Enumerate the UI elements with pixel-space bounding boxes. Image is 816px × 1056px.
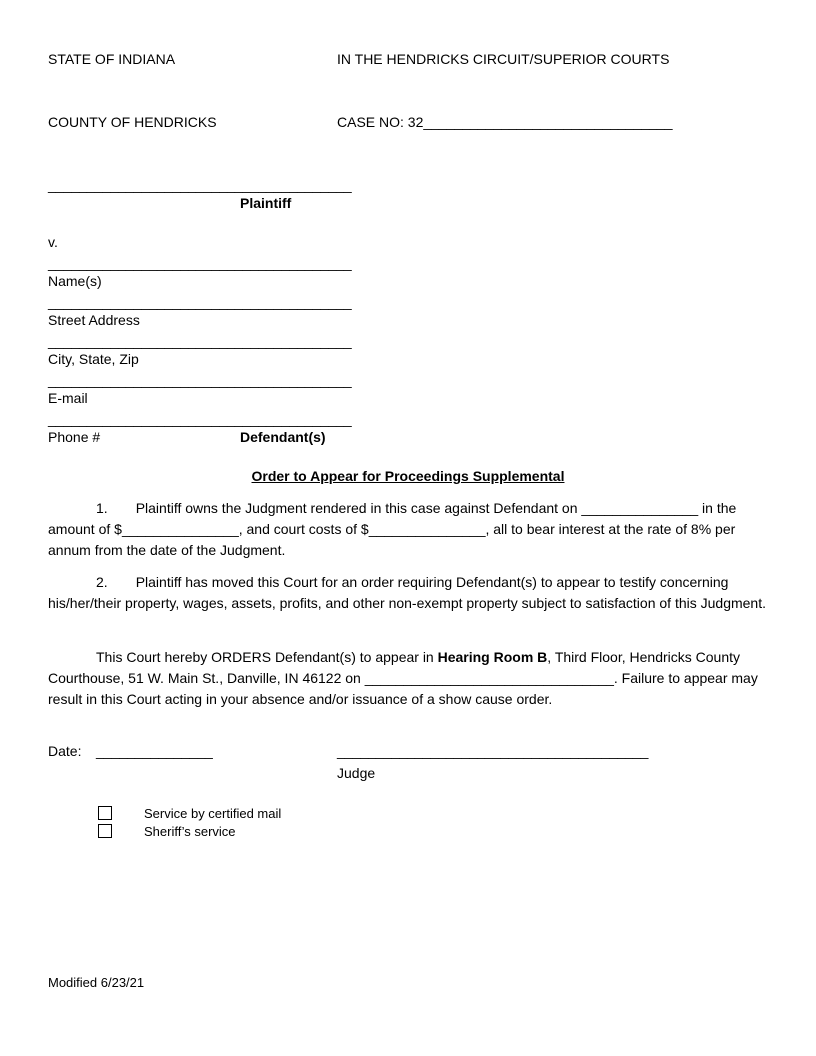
case-number-field[interactable]: CASE NO: 32________________________________	[337, 114, 673, 130]
defendant-label: Defendant(s)	[240, 429, 326, 445]
city-state-zip-line[interactable]: _______________________________________	[48, 333, 352, 349]
state-label: STATE OF INDIANA	[48, 51, 176, 67]
paragraph-2-text: Plaintiff has moved this Court for an order requiring Defendant(s) to appear to testify concerning his/her/their property, wages, assets, profits, and other non-exempt property subject to satisfaction of this Judgment.	[48, 574, 766, 611]
paragraph-3-after: , Third Floor, Hendricks County Courthouse, 51 W. Main St., Danville, IN 46122 on ________________________________. Failure to appear may result in this Court acting in your absence and/or issuance of a show cause order.	[48, 649, 758, 707]
sheriff-service-label: Sheriff’s service	[144, 824, 236, 839]
paragraph-1-number: 1.	[96, 500, 108, 516]
date-line[interactable]: _______________	[96, 743, 213, 759]
certified-mail-checkbox[interactable]	[98, 806, 112, 820]
paragraph-1-text: Plaintiff owns the Judgment rendered in this case against Defendant on _______________ in the amount of $_______________, and court costs of $_______________, all to bear interest at the rate of 8% per annum from the date of the Judgment.	[48, 500, 737, 558]
paragraph-2	[48, 572, 770, 614]
modified-date: Modified 6/23/21	[48, 975, 145, 990]
plaintiff-label: Plaintiff	[240, 195, 292, 211]
sheriff-service-checkbox[interactable]	[98, 824, 112, 838]
defendant-name-line[interactable]: _______________________________________	[48, 255, 352, 271]
paragraph-3	[48, 647, 770, 710]
order-title: Order to Appear for Proceedings Supplemental	[251, 468, 565, 484]
date-label: Date:	[48, 743, 82, 759]
paragraph-1	[48, 498, 770, 561]
email-label: E-mail	[48, 390, 88, 406]
street-address-line[interactable]: _______________________________________	[48, 294, 352, 310]
phone-label: Phone #	[48, 429, 101, 445]
court-label: IN THE HENDRICKS CIRCUIT/SUPERIOR COURTS	[337, 51, 670, 67]
city-state-zip-label: City, State, Zip	[48, 351, 139, 367]
street-address-label: Street Address	[48, 312, 140, 328]
paragraph-3-before: This Court hereby ORDERS Defendant(s) to appear in	[96, 649, 438, 665]
phone-line[interactable]: _______________________________________	[48, 411, 352, 427]
certified-mail-label: Service by certified mail	[144, 806, 282, 821]
county-label: COUNTY OF HENDRICKS	[48, 114, 217, 130]
paragraph-2-number: 2.	[96, 574, 108, 590]
email-line[interactable]: _______________________________________	[48, 372, 352, 388]
judge-signature-line[interactable]: ________________________________________	[337, 743, 649, 759]
defendant-name-label: Name(s)	[48, 273, 102, 289]
plaintiff-line[interactable]: _______________________________________	[48, 177, 352, 193]
versus-label: v.	[48, 234, 58, 250]
hearing-room: Hearing Room B	[437, 649, 548, 665]
judge-label: Judge	[337, 765, 376, 781]
